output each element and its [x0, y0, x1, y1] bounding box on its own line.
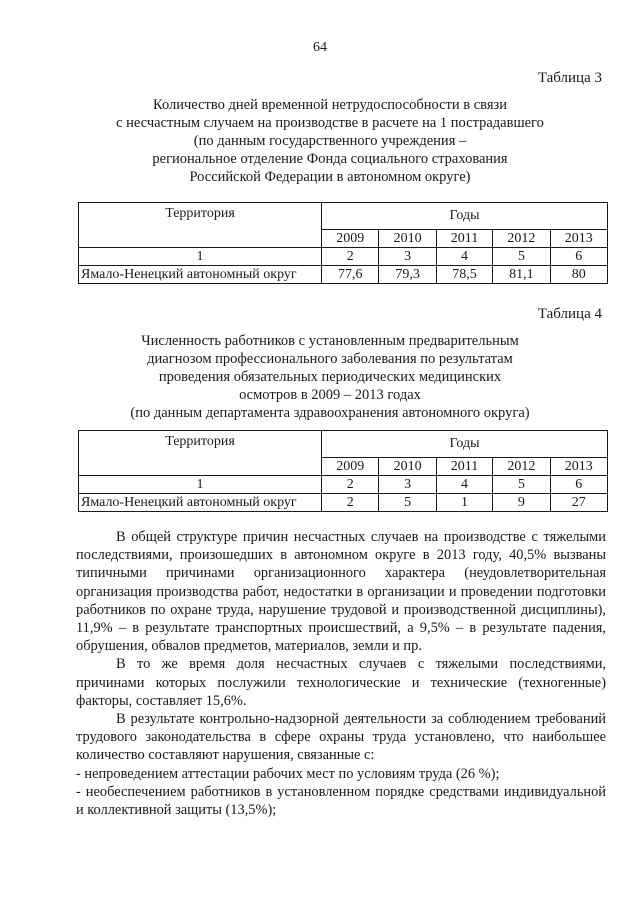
table4-colnum: 4 [436, 476, 492, 494]
table4-value: 2 [322, 494, 379, 512]
table3-caption-line: (по данным государственного учреждения – [193, 133, 467, 149]
table4-caption-line: диагнозом профессионального заболевания по результатам [147, 351, 513, 367]
table4-year: 2010 [379, 458, 436, 476]
table3-year: 2010 [379, 230, 436, 248]
table4-year: 2012 [493, 458, 550, 476]
table4-year: 2011 [436, 458, 492, 476]
table4-caption [90, 332, 570, 422]
table4-colnum: 1 [79, 476, 322, 494]
table4-caption-line: осмотров в 2009 – 2013 годах [239, 387, 421, 403]
table3-colnum: 6 [550, 248, 607, 266]
table3-caption-line: с несчастным случаем на производстве в расчете на 1 пострадавшего [116, 115, 544, 131]
table3-header-territory: Территория [79, 203, 322, 248]
table3-caption-line: Российской Федерации в автономном округе) [189, 169, 471, 185]
table3-caption-line: Количество дней временной нетрудоспособности в связи [153, 97, 507, 113]
table3-value: 80 [550, 266, 607, 284]
table4-colnum: 2 [322, 476, 379, 494]
paragraph: В то же время доля несчастных случаев с тяжелыми последствиями, причинами которых послужили технологические и технические (техногенные) факторы, составляет 15,6%. [76, 656, 606, 709]
table4-header-years: Годы [322, 431, 608, 458]
table4-value: 1 [436, 494, 492, 512]
body-text [76, 528, 606, 819]
table4-year: 2013 [550, 458, 607, 476]
page-number: 64 [313, 40, 327, 55]
table4-header-territory: Территория [79, 431, 322, 476]
table4-colnum: 6 [550, 476, 607, 494]
paragraph: - непроведением аттестации рабочих мест по условиям труда (26 %); [76, 765, 500, 782]
table4 [78, 430, 608, 512]
table3-value: 78,5 [436, 266, 492, 284]
table4-label: Таблица 4 [537, 306, 602, 322]
table4-caption-line: Численность работников с установленным предварительным [141, 333, 519, 349]
table3-colnum: 1 [79, 248, 322, 266]
table4-colnum: 5 [493, 476, 550, 494]
table3-caption [90, 96, 570, 186]
table3-colnum: 3 [379, 248, 436, 266]
table3-value: 79,3 [379, 266, 436, 284]
table3-year: 2011 [436, 230, 492, 248]
table4-year: 2009 [322, 458, 379, 476]
table3-year: 2013 [550, 230, 607, 248]
table3-year: 2009 [322, 230, 379, 248]
table4-caption-line: проведения обязательных периодических медицинских [158, 369, 502, 385]
table3 [78, 202, 608, 284]
table4-colnum: 3 [379, 476, 436, 494]
table3-colnum: 5 [493, 248, 550, 266]
table3-colnum: 4 [436, 248, 492, 266]
table3-year: 2012 [493, 230, 550, 248]
table3-row-label: Ямало-Ненецкий автономный округ [79, 266, 322, 284]
table4-value: 5 [379, 494, 436, 512]
table3-colnum: 2 [322, 248, 379, 266]
table4-value: 27 [550, 494, 607, 512]
table3-caption-line: региональное отделение Фонда социального страхования [152, 151, 508, 167]
paragraph: В общей структуре причин несчастных случаев на производстве с тяжелыми последствиями, произошедших в автономном округе в 2013 году, 40,5% вызваны типичными причинами организационного характера (неудовлетворительная организация производства работ, недостатки в организации и проведении подготовки работников по охране труда, нарушение трудовой и производственной дисциплины), 11,9% – в результате транспортных происшествий, а 9,5% – в результате падения, обрушения, обвалов предметов, материалов, земли и пр. [76, 529, 606, 655]
table3-value: 77,6 [322, 266, 379, 284]
paragraph: - необеспечением работников в установленном порядке средствами индивидуальной и коллективной защиты (13,5%); [76, 783, 606, 819]
table3-value: 81,1 [493, 266, 550, 284]
table4-caption-line: (по данным департамента здравоохранения автономного округа) [130, 405, 530, 421]
table3-label: Таблица 3 [537, 70, 602, 86]
paragraph: В результате контрольно-надзорной деятельности за соблюдением требований трудового законодательства в сфере охраны труда установлено, что наибольшее количество составляют нарушения, связанные с: [76, 711, 606, 764]
table4-value: 9 [493, 494, 550, 512]
table4-row-label: Ямало-Ненецкий автономный округ [79, 494, 322, 512]
table3-header-years: Годы [322, 203, 608, 230]
